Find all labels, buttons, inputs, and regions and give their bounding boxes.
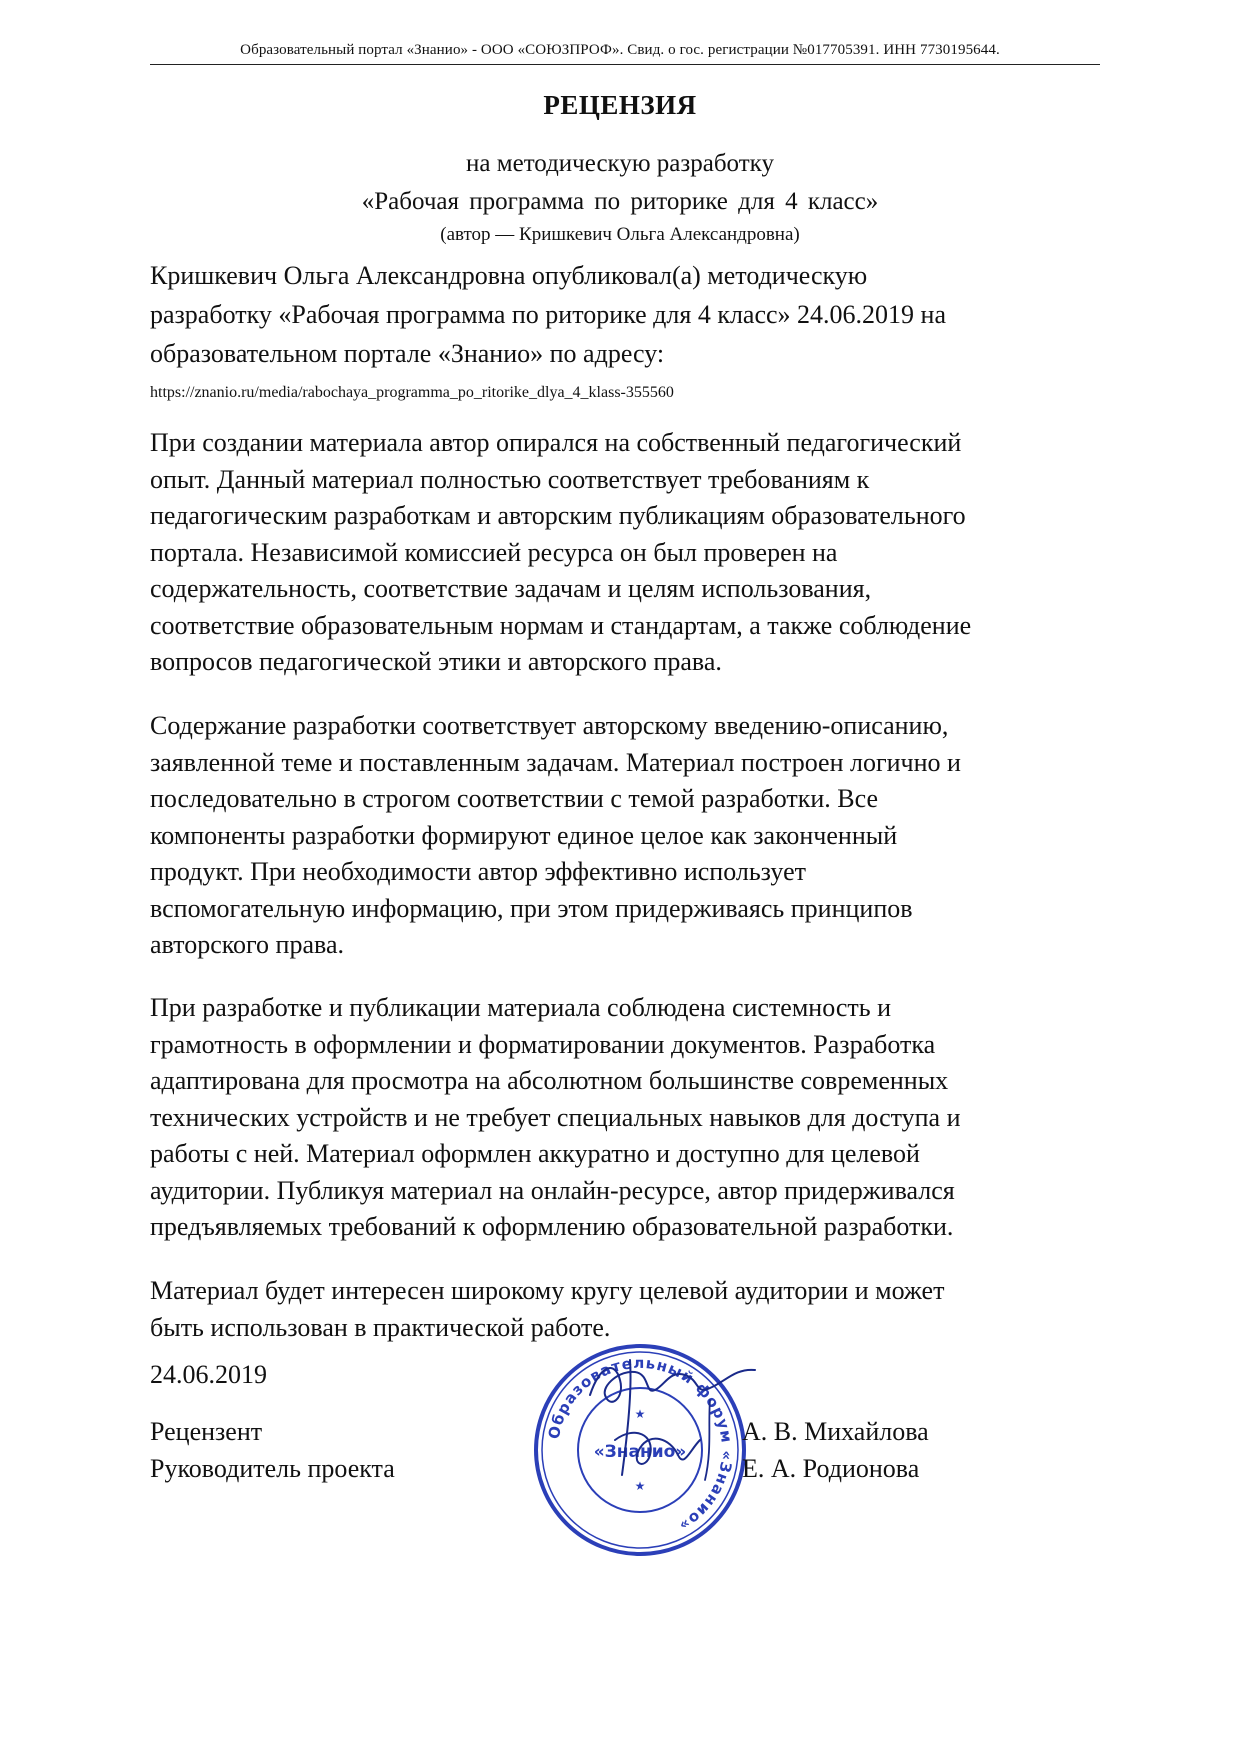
publication-url: https://znanio.ru/media/rabochaya_programma_po_ritorike_dlya_4_klass-355560 — [150, 384, 674, 401]
document-date: 24.06.2019 — [150, 1360, 267, 1389]
paragraph-2 — [150, 708, 1090, 964]
paragraph-1 — [150, 425, 1090, 681]
star-icon: ★ — [634, 1479, 646, 1493]
stamp-center-text: «Знанио» — [593, 1442, 687, 1462]
paragraph-line: работы с ней. Материал оформлен аккуратно и доступно для целевой — [150, 1139, 920, 1168]
subtitle-work-title: «Рабочая программа по риторике для 4 класс» — [361, 188, 879, 215]
paragraph-line: Материал будет интересен широкому кругу целевой аудитории и может — [150, 1276, 945, 1305]
star-icon: ★ — [634, 1407, 646, 1421]
paragraph-line: вопросов педагогической этики и авторского права. — [150, 647, 722, 676]
intro-line: Кришкевич Ольга Александровна опубликовал(а) методическую — [150, 261, 868, 290]
manager-role: Руководитель проекта — [150, 1454, 395, 1483]
intro-line: образовательном портале «Знанио» по адресу: — [150, 339, 665, 368]
paragraph-line: При создании материала автор опирался на собственный педагогический — [150, 428, 962, 457]
paragraph-line: педагогическим разработкам и авторским публикациям образовательного — [150, 501, 966, 530]
paragraph-line: заявленной теме и поставленным задачам. Материал построен логично и — [150, 747, 961, 777]
paragraph-3 — [150, 990, 1090, 1246]
paragraph-line: соответствие образовательным нормам и стандартам, а также соблюдение — [150, 610, 972, 640]
paragraph-line: последовательно в строгом соответствии с темой разработки. Все — [150, 784, 879, 813]
paragraph-line: вспомогательную информацию, при этом придерживаясь принципов — [150, 893, 913, 923]
subtitle-line-1: на методическую разработку — [466, 150, 774, 177]
header-divider — [150, 64, 1100, 65]
document-header: Образовательный портал «Знанио» - ООО «СОЮЗПРОФ». Свид. о гос. регистрации №017705391. ИНН 7730195644. — [240, 42, 1000, 58]
paragraph-line: аудитории. Публикуя материал на онлайн-ресурсе, автор придерживался — [150, 1175, 955, 1205]
stamp-outer-text: Образовательный форум «Знанио» — [544, 1353, 737, 1536]
paragraph-line: адаптирована для просмотра на абсолютном большинстве современных — [150, 1066, 949, 1095]
paragraph-4 — [150, 1273, 1090, 1346]
intro-paragraph — [150, 256, 1090, 373]
paragraph-line: предъявляемых требований к оформлению образовательной разработки. — [150, 1212, 954, 1241]
subtitle-author: (автор — Кришкевич Ольга Александровна) — [440, 224, 800, 245]
manager-name: Е. А. Родионова — [742, 1454, 920, 1483]
document-title: РЕЦЕНЗИЯ — [543, 90, 697, 120]
paragraph-line: содержательность, соответствие задачам и целям использования, — [150, 574, 872, 603]
paragraph-line: опыт. Данный материал полностью соответствует требованиям к — [150, 464, 870, 494]
reviewer-name: А. В. Михайлова — [742, 1417, 929, 1446]
paragraph-line: продукт. При необходимости автор эффективно использует — [150, 857, 806, 886]
reviewer-role: Рецензент — [150, 1417, 263, 1446]
intro-line: разработку «Рабочая программа по риторике для 4 класс» 24.06.2019 на — [150, 300, 947, 329]
paragraph-line: авторского права. — [150, 930, 344, 959]
paragraph-line: Содержание разработки соответствует авторскому введению-описанию, — [150, 711, 949, 740]
paragraph-line: грамотность в оформлении и форматировании документов. Разработка — [150, 1029, 936, 1059]
paragraph-line: быть использован в практической работе. — [150, 1312, 611, 1342]
paragraph-line: технических устройств и не требует специальных навыков для доступа и — [150, 1102, 961, 1132]
paragraph-line: При разработке и публикации материала соблюдена системность и — [150, 993, 892, 1022]
paragraph-line: компоненты разработки формируют единое целое как законченный — [150, 820, 898, 850]
handwritten-signature — [560, 1340, 770, 1490]
paragraph-line: портала. Независимой комиссией ресурса он был проверен на — [150, 537, 838, 567]
